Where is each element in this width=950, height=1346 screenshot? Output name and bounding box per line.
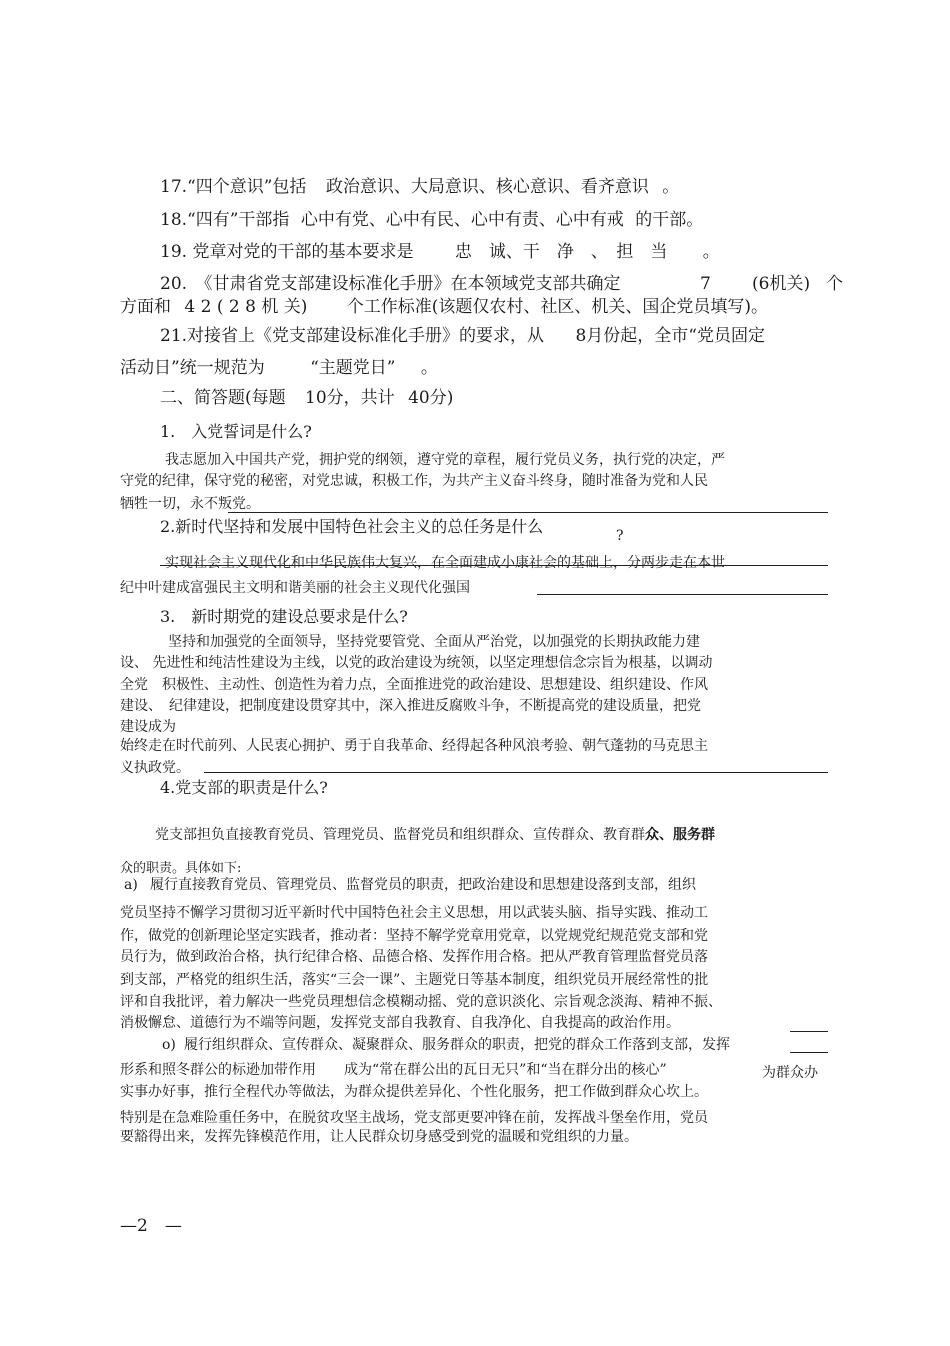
item-b-line: 实事办好事，推行全程代办等做法，为群众提供差异化、个性化服务，把工作做到群众心坎上。 <box>120 1084 708 1100</box>
divider-line <box>228 512 828 513</box>
item-a-line: 到支部，严格党的组织生活，落实“三会一课”、主题党日等基本制度，组织党员开展经常性的批 <box>120 972 709 988</box>
divider-line <box>790 1052 828 1053</box>
sq4-intro <box>155 828 715 842</box>
q17-suffix: 。 <box>662 177 680 197</box>
sq2-answer-line: 实现社会主义现代化和中华民族伟大复兴，在全面建成小康社会的基础上，分两步走在本世 <box>165 555 725 571</box>
sq4-intro-line2: 众的职责。具体如下: <box>120 861 242 876</box>
question-20-line1 <box>160 276 621 293</box>
q19-suffix: 。 <box>702 242 720 262</box>
q19-answer: 忠 诚、干 净 、 担 当 <box>454 242 668 262</box>
item-b-line2a: 形系和照冬群公的标逊加带作用 <box>120 1062 316 1078</box>
sq3-answer-line: 设、 先进性和纯洁性建设为主线，以党的政治建设为统领，以坚定理想信念宗旨为根基，以调动 <box>120 655 713 671</box>
item-a-line: 评和自我批评，着力解决一些党员理想信念模糊动摇、党的意识淡化、宗旨观念淡海、精神不振、 <box>120 994 722 1010</box>
item-a-line: 履行直接教育党员、管理党员、监督党员的职责，把政治建设和思想建设落到支部，组织 <box>150 877 696 893</box>
q17-answer: 政治意识、大局意识、核心意识、看齐意识 <box>325 177 649 197</box>
sq1-answer-line: 守党的纪律，保守党的秘密，对党忠诚，积极工作，为共产主义奋斗终身，随时准备为党和人民 <box>120 473 708 489</box>
sq3-answer-line: 全党 积极性、主动性、创造性为着力点，全面推进党的政治建设、思想建设、组织建设、作风 <box>120 677 708 693</box>
page-number: —2 — <box>120 1216 182 1236</box>
q20-answer-a: 7 <box>700 274 711 294</box>
item-a-line: 作，做党的创新理论坚定实践者，推动者：坚持不解学党章用党章，以党规党纪规范党支部和党 <box>120 928 708 944</box>
item-b-line2c: 为群众办 <box>762 1065 818 1081</box>
section-heading <box>160 390 453 407</box>
sq3-answer-line: 坚持和加强党的全面领导，坚持党要管党、全面从严治党，以加强党的长期执政能力建 <box>168 634 700 650</box>
q18-answer: 心中有党、心中有民、心中有责、心中有戒 <box>300 210 624 230</box>
section-heading-b: 10分，共计 <box>305 388 395 408</box>
q21-prefix: 21.对接省上《党支部建设标准化手册》的要求，从 <box>160 326 545 346</box>
q20-line2-suffix: 个工作标准(该题仅农村、社区、机关、国企党员填写)。 <box>346 297 769 317</box>
item-b-line: 要豁得出来，发挥先锋模范作用，让人民群众切身感受到党的温暖和党组织的力量。 <box>120 1129 638 1145</box>
item-b-marker: o) <box>162 1037 176 1053</box>
q21-answer-2: “主题党日” <box>310 358 396 378</box>
divider-line <box>790 1031 828 1032</box>
question-21-line2 <box>120 360 438 377</box>
sq4-intro-normal: 党支部担负直接教育党员、管理党员、监督党员和组织群众、宣传群众、教育群 <box>155 827 645 843</box>
short-question-1: 1. 入党誓词是什么? <box>160 422 312 441</box>
sq1-answer-line: 我志愿加入中国共产党，拥护党的纲领，遵守党的章程，履行党员义务，执行党的决定，严 <box>165 452 725 468</box>
question-20-line2 <box>120 299 768 316</box>
q17-prefix: 17.“四个意识”包括 <box>160 177 307 197</box>
q18-suffix: 的干部。 <box>635 210 704 230</box>
sq1-answer-line: 牺牲一切，永不叛党。 <box>120 496 260 512</box>
strikethrough-line <box>160 565 828 566</box>
q20-prefix: 20. 《甘肃省党支部建设标准化手册》在本领域党支部共确定 <box>160 274 621 294</box>
sq2-question-mark: ? <box>616 528 624 544</box>
q20-line2-answer: 4 2 ( 2 8 机 关) <box>184 297 308 317</box>
sq3-answer-line: 始终走在时代前列、人民衷心拥护、勇于自我革命、经得起各种风浪考验、朝气蓬勃的马克思主 <box>120 738 708 754</box>
item-b-line: 履行组织群众、宣传群众、凝聚群众、服务群众的职责，把党的群众工作落到支部，发挥 <box>184 1037 730 1053</box>
question-17 <box>160 179 679 196</box>
item-a-line: 消极懈怠、道德行为不端等问题，发挥党支部自我教育、自我净化、自我提高的政治作用。 <box>120 1015 680 1031</box>
question-21-line1 <box>160 328 765 345</box>
sq3-answer-line: 建设、 纪律建设，把制度建设贯穿其中，深入推进反腐败斗争，不断提高党的建设质量，把党 <box>120 698 701 714</box>
q21-line2-suffix: 。 <box>420 358 438 378</box>
item-b-line2b: 成为“常在群公出的瓦日无只”和“当在群分出的核心” <box>344 1062 667 1078</box>
question-18 <box>160 212 703 229</box>
q21-line2-prefix: 活动日”统一规范为 <box>120 358 265 378</box>
short-question-3: 3. 新时期党的建设总要求是什么? <box>160 607 408 626</box>
sq3-answer-line: 建设成为 <box>120 719 176 735</box>
sq4-intro-bold: 众、服务群 <box>645 827 715 843</box>
divider-line <box>537 594 828 595</box>
q20-line2-prefix: 方面和 <box>120 297 171 317</box>
item-b-line: 特别是在急难险重任务中，在脱贫攻坚主战场，党支部更要冲锋在前，发挥战斗堡垒作用，党员 <box>120 1110 708 1126</box>
item-a-line: 党员坚持不懈学习贯彻习近平新时代中国特色社会主义思想，用以武装头脑、指导实践、推动工 <box>120 905 708 921</box>
divider-line <box>204 772 828 773</box>
sq3-answer-line: 义执政党。 <box>120 760 190 776</box>
q20-answer-b: (6机关) <box>752 274 811 294</box>
section-heading-a: 二、简答题(每题 <box>160 388 286 408</box>
q18-prefix: 18.“四有”干部指 <box>160 210 290 230</box>
q20-suffix-1: 个 <box>826 274 843 294</box>
section-heading-c: 40分) <box>408 388 454 408</box>
q21-answer-1: 8月份起，全市“党员固定 <box>575 326 765 346</box>
question-19 <box>160 244 720 261</box>
item-a-marker: a) <box>124 877 138 893</box>
short-question-2: 2.新时代坚持和发展中国特色社会主义的总任务是什么 <box>160 517 544 536</box>
item-a-line: 员行为，做到政治合格，执行纪律合格、品德合格、发挥作用合格。把从严教育管理监督党员落 <box>120 949 708 965</box>
q19-prefix: 19. 党章对党的干部的基本要求是 <box>160 242 414 262</box>
sq2-answer-line: 纪中叶建成富强民主文明和谐美丽的社会主义现代化强国 <box>120 580 470 596</box>
short-question-4: 4.党支部的职责是什么? <box>160 778 328 797</box>
